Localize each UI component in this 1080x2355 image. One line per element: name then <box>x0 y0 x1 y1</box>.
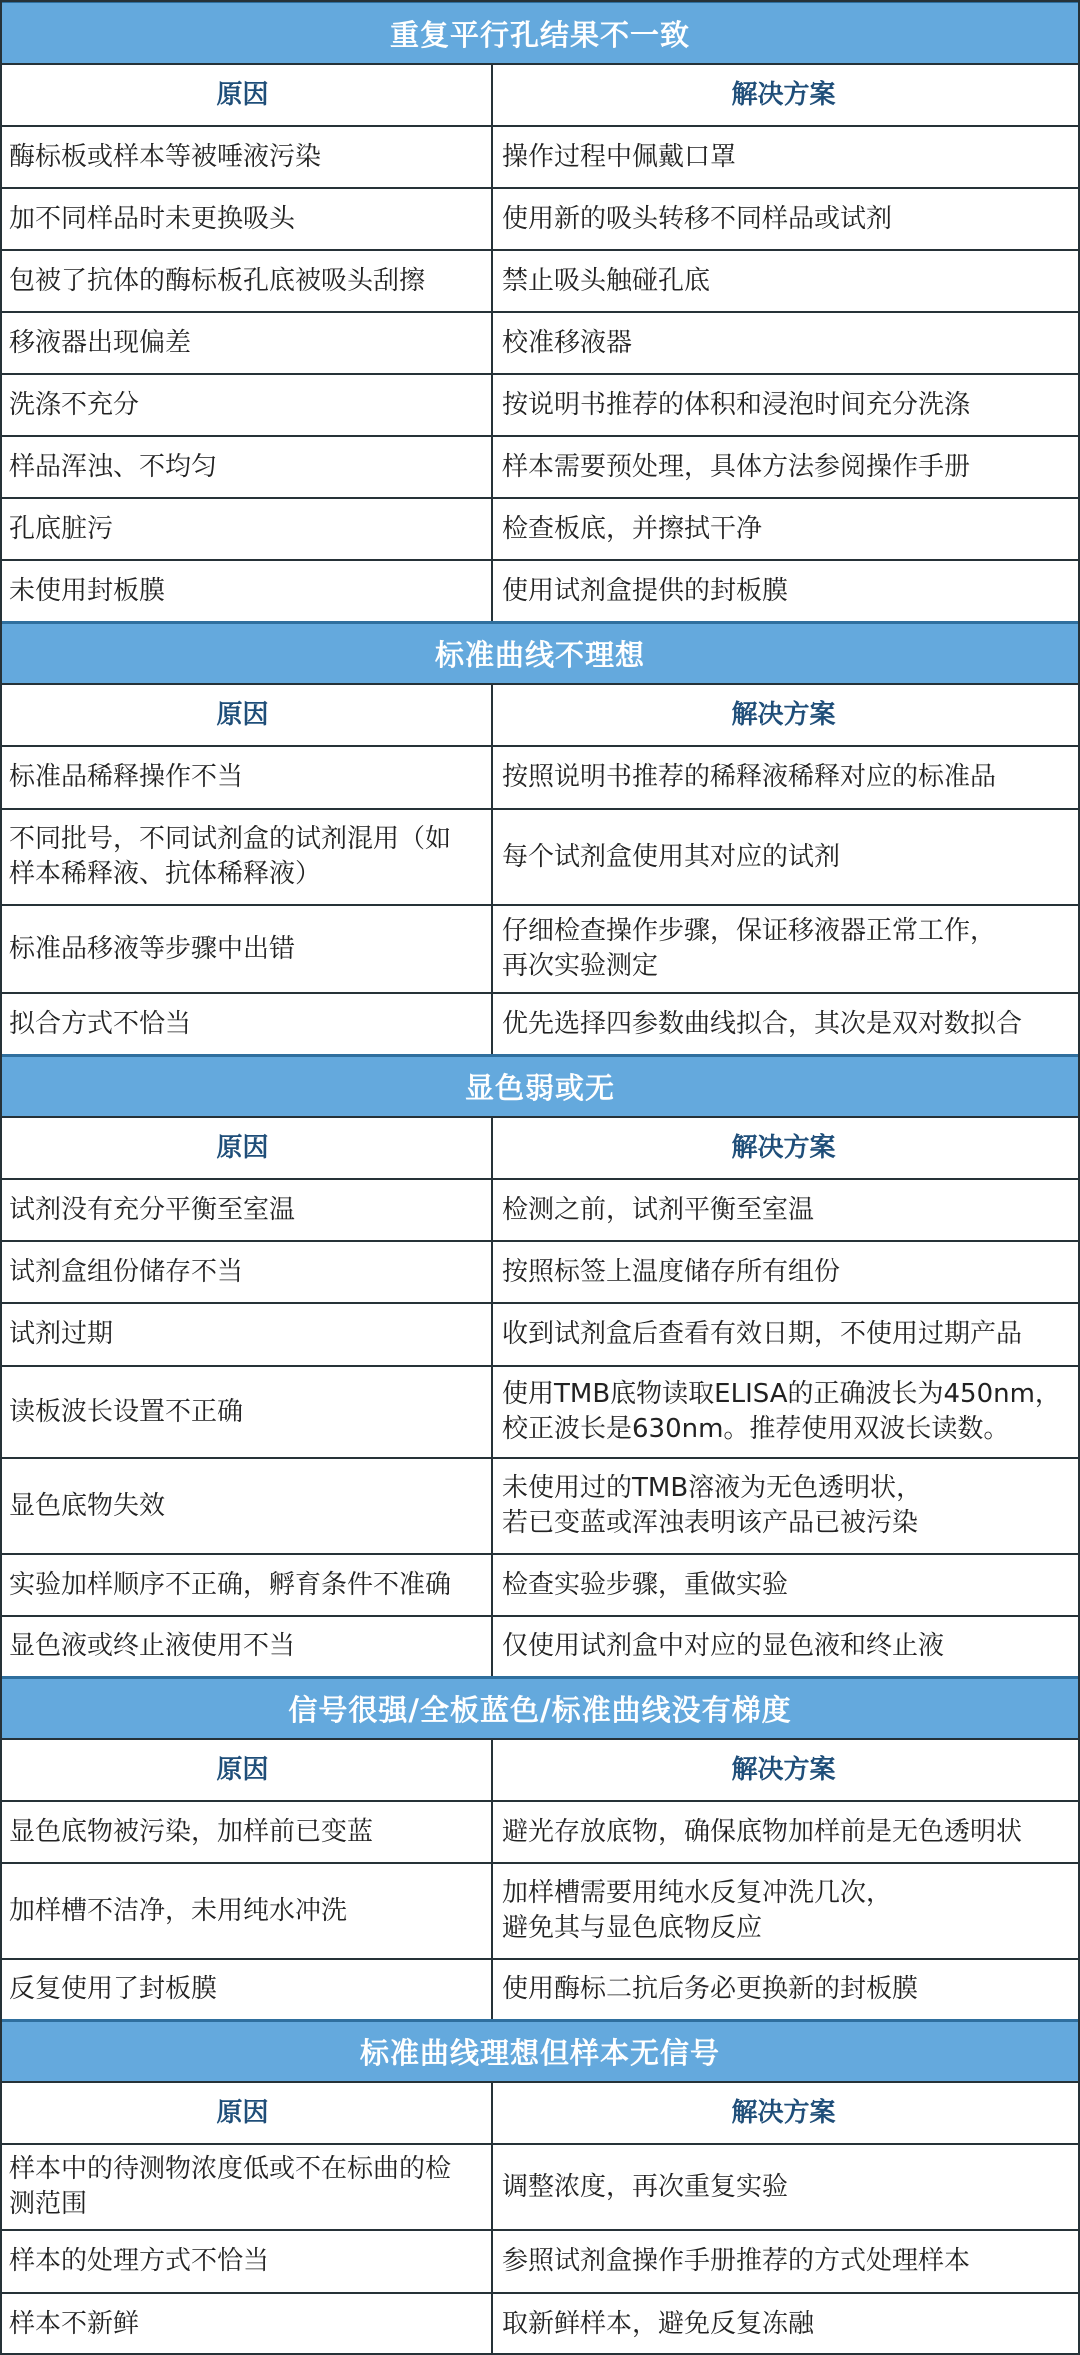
cause-cell <box>0 1617 493 1676</box>
cell-text: 样本中的待测物浓度低或不在标曲的检 测范围 <box>9 2154 452 2219</box>
section-title <box>0 1676 1080 1738</box>
solution-cell <box>493 906 1080 992</box>
cell-text: 样品浑浊、不均匀 <box>9 451 218 482</box>
cell-text: 显色底物被污染，加样前已变蓝 <box>9 1816 374 1847</box>
cause-cell <box>0 1555 493 1615</box>
cause-cell <box>0 994 493 1054</box>
solution-cell <box>493 2294 1080 2355</box>
cell-text: 解决方案 <box>731 699 836 730</box>
header-cause <box>0 1118 493 1178</box>
cell-text: 洗涤不充分 <box>9 389 140 420</box>
header-solution <box>493 1740 1080 1800</box>
solution-cell <box>493 1180 1080 1240</box>
cell-text: 检查实验步骤，重做实验 <box>502 1569 789 1600</box>
cell-text: 使用新的吸头转移不同样品或试剂 <box>502 203 893 234</box>
table-header-row <box>0 1738 1080 1800</box>
cell-text: 每个试剂盒使用其对应的试剂 <box>502 841 841 872</box>
cell-text: 移液器出现偏差 <box>9 327 192 358</box>
table-row <box>0 745 1080 808</box>
solution-cell <box>493 1367 1080 1457</box>
cell-text: 使用试剂盒提供的封板膜 <box>502 575 789 606</box>
table-row <box>0 1958 1080 2019</box>
cell-text: 参照试剂盒操作手册推荐的方式处理样本 <box>502 2246 971 2276</box>
cause-cell <box>0 1960 493 2019</box>
header-solution <box>493 2083 1080 2143</box>
table-row <box>0 992 1080 1054</box>
solution-cell <box>493 1304 1080 1365</box>
table-row <box>0 2292 1080 2355</box>
cell-text: 实验加样顺序不正确，孵育条件不准确 <box>9 1569 452 1600</box>
cause-cell <box>0 2294 493 2355</box>
table-row <box>0 1457 1080 1553</box>
solution-cell <box>493 437 1080 497</box>
cell-text: 拟合方式不恰当 <box>9 1008 192 1039</box>
table-row <box>0 249 1080 311</box>
cell-text: 包被了抗体的酶标板孔底被吸头刮擦 <box>9 265 426 296</box>
section-title <box>0 0 1080 63</box>
cell-text: 试剂过期 <box>9 1319 114 1349</box>
table-header-row <box>0 683 1080 745</box>
cell-text: 使用TMB底物读取ELISA的正确波长为450nm， 校正波长是630nm。推荐使用双波长读数。 <box>502 1379 1061 1444</box>
cause-cell <box>0 499 493 559</box>
solution-cell <box>493 1960 1080 2019</box>
cell-text: 试剂没有充分平衡至室温 <box>9 1194 296 1225</box>
cell-text: 样本的处理方式不恰当 <box>9 2246 270 2276</box>
cause-cell <box>0 1242 493 1302</box>
cell-text: 检测之前，试剂平衡至室温 <box>502 1194 815 1225</box>
cell-text: 读板波长设置不正确 <box>9 1396 244 1427</box>
section-title <box>0 1054 1080 1116</box>
cell-text: 加样槽需要用纯水反复冲洗几次， 避免其与显色底物反应 <box>502 1878 893 1943</box>
cause-cell <box>0 1304 493 1365</box>
table-row <box>0 904 1080 992</box>
header-cause <box>0 685 493 745</box>
table-header-row <box>0 2081 1080 2143</box>
cell-text: 仅使用试剂盒中对应的显色液和终止液 <box>502 1631 945 1661</box>
cell-text: 取新鲜样本，避免反复冻融 <box>502 2309 815 2339</box>
cause-cell <box>0 2145 493 2229</box>
solution-cell <box>493 251 1080 311</box>
table-row <box>0 311 1080 373</box>
cause-cell <box>0 1864 493 1958</box>
cause-cell <box>0 561 493 621</box>
solution-cell <box>493 499 1080 559</box>
solution-cell <box>493 2231 1080 2292</box>
solution-cell <box>493 1864 1080 1958</box>
cause-cell <box>0 313 493 373</box>
cell-text: 解决方案 <box>731 1754 836 1785</box>
cell-text: 酶标板或样本等被唾液污染 <box>9 141 322 172</box>
cell-text: 解决方案 <box>731 1132 836 1163</box>
solution-cell <box>493 2145 1080 2229</box>
cell-text: 未使用封板膜 <box>9 575 166 606</box>
table-row <box>0 808 1080 904</box>
cell-text: 校准移液器 <box>502 327 633 358</box>
cell-text: 使用酶标二抗后务必更换新的封板膜 <box>502 1974 919 2004</box>
solution-cell <box>493 1802 1080 1862</box>
cell-text: 操作过程中佩戴口罩 <box>502 141 737 172</box>
solution-cell <box>493 810 1080 904</box>
cause-cell <box>0 1802 493 1862</box>
table-row <box>0 497 1080 559</box>
table-row <box>0 1615 1080 1676</box>
cell-text: 收到试剂盒后查看有效日期，不使用过期产品 <box>502 1319 1023 1349</box>
cause-cell <box>0 1367 493 1457</box>
table-row <box>0 373 1080 435</box>
cell-text: 标准曲线理想但样本无信号 <box>359 2036 720 2070</box>
header-solution <box>493 685 1080 745</box>
solution-cell <box>493 375 1080 435</box>
table-row <box>0 1553 1080 1615</box>
cell-text: 试剂盒组份储存不当 <box>9 1256 244 1287</box>
cell-text: 原因 <box>216 79 269 110</box>
section-title <box>0 2019 1080 2081</box>
header-cause <box>0 1740 493 1800</box>
cell-text: 重复平行孔结果不一致 <box>389 17 690 52</box>
cell-text: 按照说明书推荐的稀释液稀释对应的标准品 <box>502 762 997 792</box>
cell-text: 解决方案 <box>731 79 836 110</box>
cause-cell <box>0 906 493 992</box>
cell-text: 显色弱或无 <box>464 1071 615 1105</box>
cell-text: 样本需要预处理，具体方法参阅操作手册 <box>502 451 971 482</box>
cell-text: 解决方案 <box>731 2097 836 2128</box>
cell-text: 不同批号，不同试剂盒的试剂混用（如 样本稀释液、抗体稀释液） <box>9 824 452 889</box>
cause-cell <box>0 127 493 187</box>
cell-text: 禁止吸头触碰孔底 <box>502 265 711 296</box>
solution-cell <box>493 127 1080 187</box>
cause-cell <box>0 437 493 497</box>
cause-cell <box>0 1180 493 1240</box>
cell-text: 标准品移液等步骤中出错 <box>9 933 296 964</box>
solution-cell <box>493 1617 1080 1676</box>
table-row <box>0 1302 1080 1365</box>
cell-text: 显色底物失效 <box>9 1490 166 1521</box>
header-cause <box>0 2083 493 2143</box>
table-row <box>0 187 1080 249</box>
cell-text: 优先选择四参数曲线拟合，其次是双对数拟合 <box>502 1008 1023 1039</box>
cause-cell <box>0 747 493 808</box>
cell-text: 按照标签上温度储存所有组份 <box>502 1256 841 1287</box>
section-title <box>0 621 1080 683</box>
cell-text: 孔底脏污 <box>9 513 114 544</box>
header-solution <box>493 65 1080 125</box>
table-row <box>0 1365 1080 1457</box>
table-row <box>0 1862 1080 1958</box>
cell-text: 信号很强/全板蓝色/标准曲线没有梯度 <box>288 1693 792 1727</box>
solution-cell <box>493 1242 1080 1302</box>
cell-text: 仔细检查操作步骤，保证移液器正常工作， 再次实验测定 <box>502 916 997 981</box>
solution-cell <box>493 747 1080 808</box>
cell-text: 未使用过的TMB溶液为无色透明状， 若已变蓝或浑浊表明该产品已被污染 <box>502 1473 923 1538</box>
cell-text: 检查板底，并擦拭干净 <box>502 513 763 544</box>
header-solution <box>493 1118 1080 1178</box>
solution-cell <box>493 1555 1080 1615</box>
cell-text: 原因 <box>216 699 269 730</box>
table-row <box>0 559 1080 621</box>
table-row <box>0 125 1080 187</box>
cell-text: 原因 <box>216 2097 269 2128</box>
cell-text: 标准品稀释操作不当 <box>9 762 244 792</box>
solution-cell <box>493 1459 1080 1553</box>
cell-text: 显色液或终止液使用不当 <box>9 1631 296 1661</box>
solution-cell <box>493 189 1080 249</box>
cell-text: 加不同样品时未更换吸头 <box>9 203 296 234</box>
table-row <box>0 1178 1080 1240</box>
cell-text: 原因 <box>216 1754 269 1785</box>
solution-cell <box>493 994 1080 1054</box>
header-cause <box>0 65 493 125</box>
table-row <box>0 2143 1080 2229</box>
table-row <box>0 435 1080 497</box>
cause-cell <box>0 251 493 311</box>
cell-text: 调整浓度，再次重复实验 <box>502 2171 789 2202</box>
table-header-row <box>0 1116 1080 1178</box>
cell-text: 避光存放底物，确保底物加样前是无色透明状 <box>502 1816 1023 1847</box>
cause-cell <box>0 810 493 904</box>
table-row <box>0 2229 1080 2292</box>
cause-cell <box>0 189 493 249</box>
cell-text: 加样槽不洁净，未用纯水冲洗 <box>9 1895 348 1926</box>
solution-cell <box>493 561 1080 621</box>
cell-text: 原因 <box>216 1132 269 1163</box>
cell-text: 样本不新鲜 <box>9 2309 140 2339</box>
table-row <box>0 1800 1080 1862</box>
cause-cell <box>0 2231 493 2292</box>
table-row <box>0 1240 1080 1302</box>
cell-text: 反复使用了封板膜 <box>9 1974 218 2004</box>
table-header-row <box>0 63 1080 125</box>
cell-text: 按说明书推荐的体积和浸泡时间充分洗涤 <box>502 389 971 420</box>
cause-cell <box>0 375 493 435</box>
solution-cell <box>493 313 1080 373</box>
cell-text: 标准曲线不理想 <box>434 638 645 672</box>
cause-cell <box>0 1459 493 1553</box>
